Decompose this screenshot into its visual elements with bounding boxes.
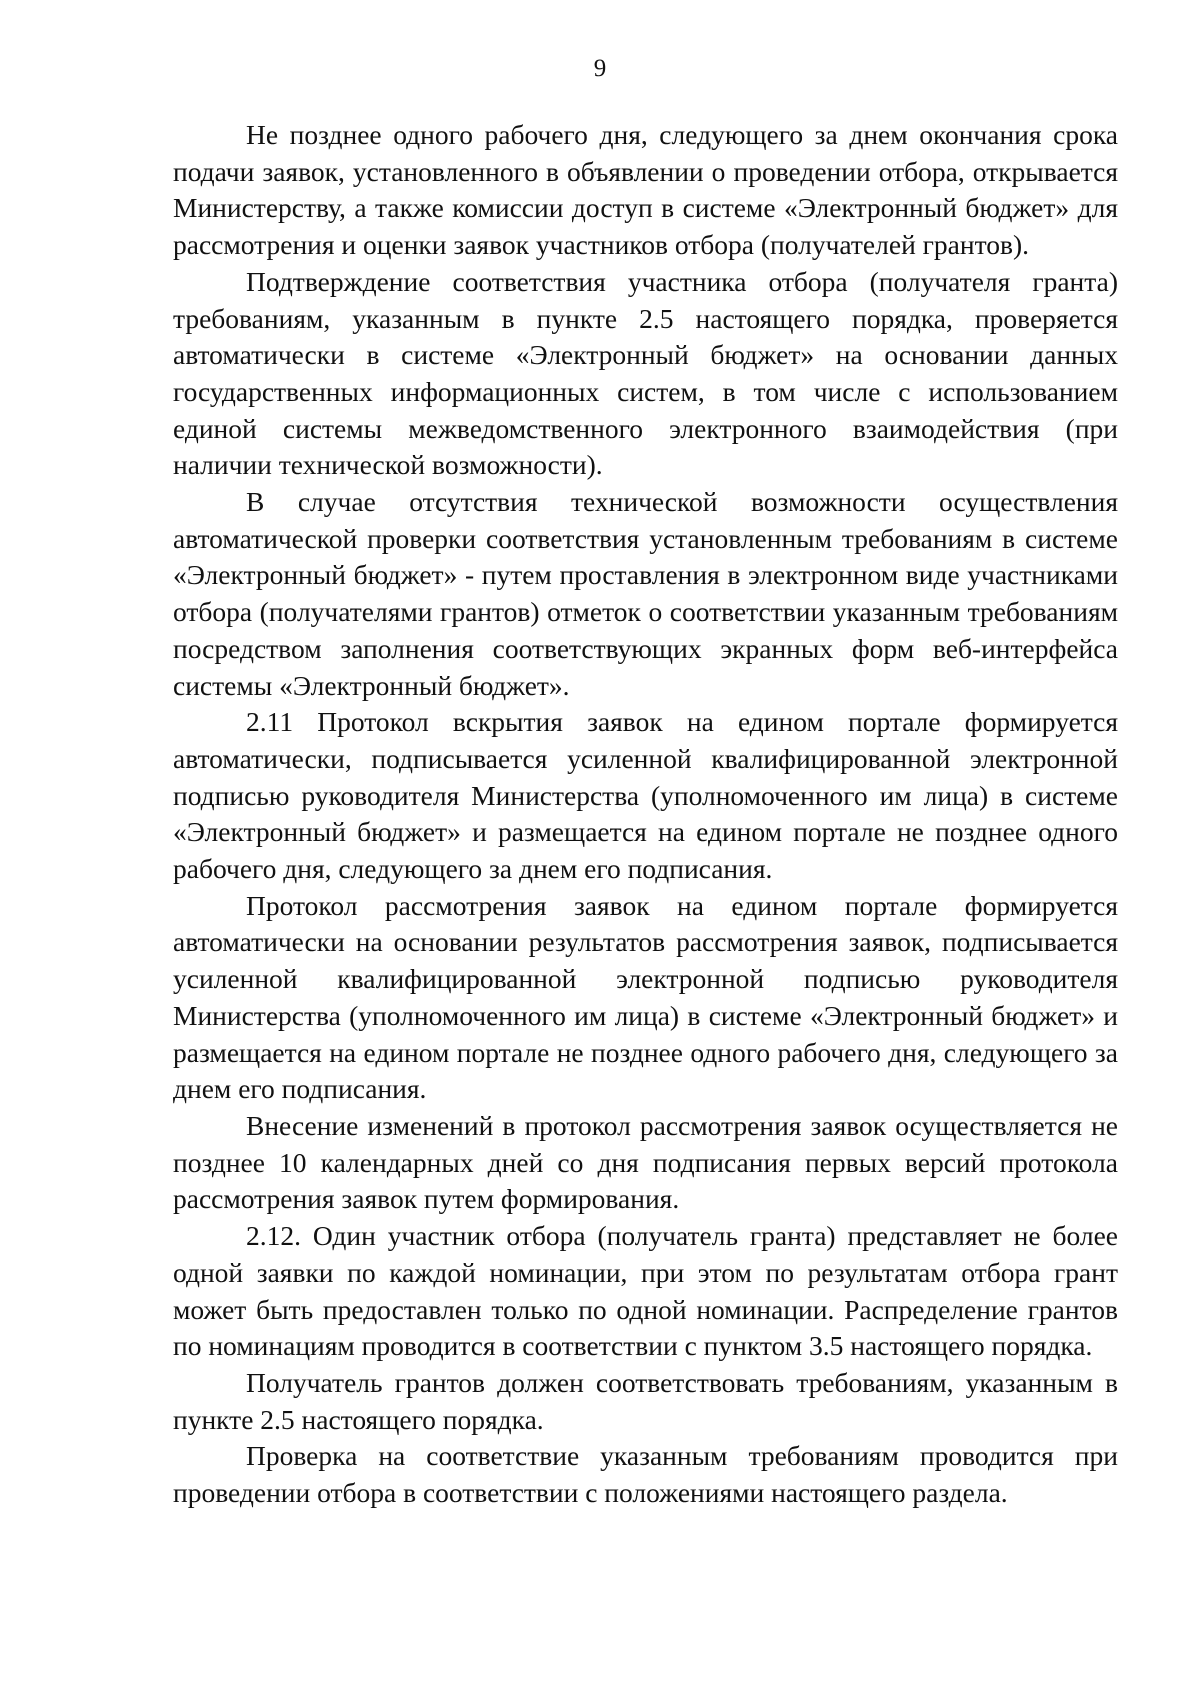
document-body <box>173 117 1118 1512</box>
paragraph-review-protocol: Протокол рассмотрения заявок на едином портале формируется автоматически на основании результатов рассмотрения заявок, подписывается усиленной квалифицированной электронной подписью руководителя Министерства (уполномоченного им лица) в системе «Электронный бюджет» и размещается на едином портале не позднее одного рабочего дня, следующего за днем его подписания. <box>173 889 1118 1105</box>
paragraph-opening-protocol: 2.11 Протокол вскрытия заявок на едином портале формируется автоматически, подписывается усиленной квалифицированной электронной подписью руководителя Министерства (уполномоченного им лица) в системе «Электронный бюджет» и размещается на едином портале не позднее одного рабочего дня, следующего за днем его подписания. <box>173 706 1118 885</box>
paragraph-protocol-changes: Внесение изменений в протокол рассмотрения заявок осуществляется не позднее 10 календарных дней со дня подписания первых версий протокола рассмотрения заявок путем формирования. <box>173 1109 1118 1215</box>
paragraph-compliance-confirmation: Подтверждение соответствия участника отбора (получателя гранта) требованиям, указанным в пункте 2.5 настоящего порядка, проверяется автоматически в системе «Электронный бюджет» на основании данных государственных информационных систем, в том числе с использованием единой системы межведомственного электронного взаимодействия (при наличии технической возможности). <box>173 265 1118 481</box>
paragraph-compliance-verification: Проверка на соответствие указанным требованиям проводится при проведении отбора в соответствии с положениями настоящего раздела. <box>173 1440 1118 1509</box>
paragraph-manual-compliance-check: В случае отсутствия технической возможности осуществления автоматической проверки соответствия установленным требованиям в системе «Электронный бюджет» - путем проставления в электронном виде участниками отбора (получателями грантов) отметок о соответствии указанным требованиям посредством заполнения соответствующих экранных форм веб-интерфейса системы «Электронный бюджет». <box>173 486 1118 701</box>
paragraph-recipient-requirements: Получатель грантов должен соответствовать требованиям, указанным в пункте 2.5 настоящего порядка. <box>173 1366 1118 1435</box>
paragraph-one-application-rule: 2.12. Один участник отбора (получатель гранта) представляет не более одной заявки по каждой номинации, при этом по результатам отбора грант может быть предоставлен только по одной номинации. Распределение грантов по номинациям проводится в соответствии с пунктом 3.5 настоящего порядка. <box>173 1220 1118 1362</box>
page-number: 9 <box>593 55 607 82</box>
paragraph-application-access: Не позднее одного рабочего дня, следующего за днем окончания срока подачи заявок, установленного в объявлении о проведении отбора, открывается Министерству, а также комиссии доступ в системе «Электронный бюджет» для рассмотрения и оценки заявок участников отбора (получателей грантов). <box>173 119 1118 261</box>
